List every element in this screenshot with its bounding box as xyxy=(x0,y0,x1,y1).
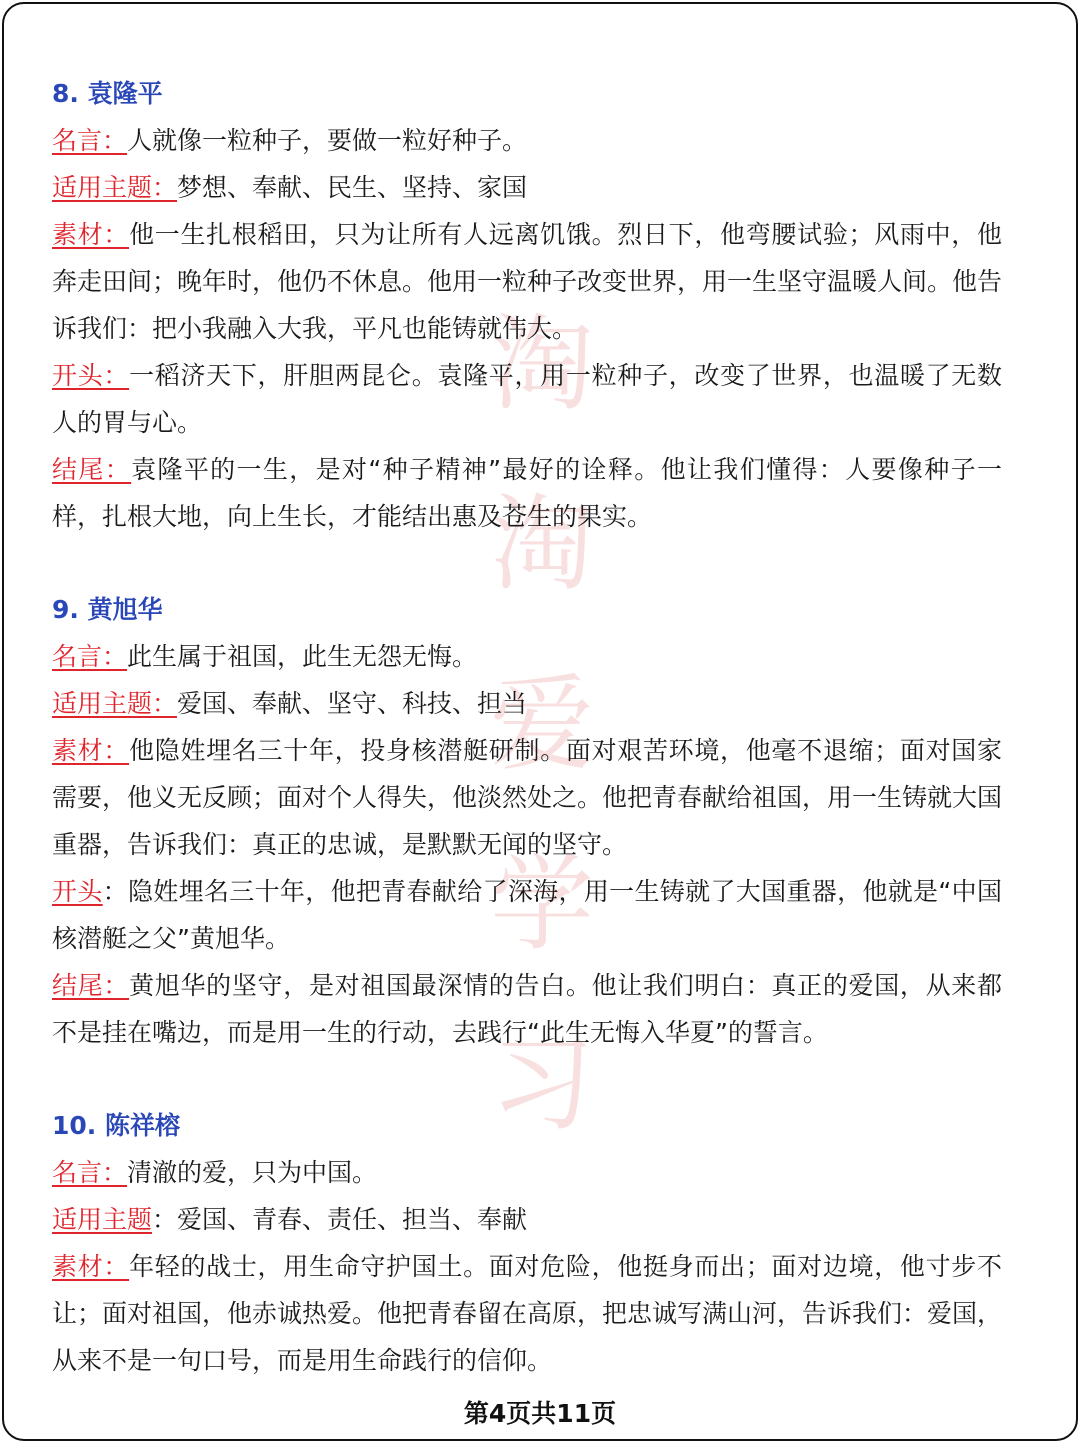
ending-row xyxy=(52,962,1002,1056)
theme-label: 适用主题 xyxy=(52,1205,153,1234)
theme-label: 适用主题： xyxy=(52,689,178,718)
quote-text: 人就像一粒种子，要做一粒好种子。 xyxy=(127,126,528,155)
theme-row xyxy=(52,164,1002,211)
entry-huang-xuhua xyxy=(52,586,1002,1056)
entry-title: 8. 袁隆平 xyxy=(52,79,163,108)
theme-row xyxy=(52,1196,1002,1243)
entry-title: 9. 黄旭华 xyxy=(52,595,163,624)
watermark-char: 淘 xyxy=(489,483,594,605)
material-row xyxy=(52,211,1002,352)
watermark-char: 习 xyxy=(489,1023,594,1145)
material-label: 素材： xyxy=(52,1252,130,1281)
entry-title: 10. 陈祥榕 xyxy=(52,1111,180,1140)
quote-row xyxy=(52,1149,1002,1196)
opening-row xyxy=(52,352,1002,446)
theme-label: 适用主题： xyxy=(52,173,178,202)
watermark-char: 学 xyxy=(489,843,594,965)
quote-row xyxy=(52,633,1002,680)
ending-label: 结尾： xyxy=(52,455,132,484)
entry-yuan-longping xyxy=(52,70,1002,540)
quote-label: 名言： xyxy=(52,1158,128,1187)
opening-label: 开头： xyxy=(52,361,130,390)
page-number: 第4页共11页 xyxy=(463,1399,617,1428)
watermark-char: 爱 xyxy=(489,663,594,785)
material-text: 年轻的战士，用生命守护国土。面对危险，他挺身而出；面对边境，他寸步不让；面对祖国，他赤诚热爱。他把青春留在高原，把忠诚写满山河，告诉我们：爱国，从来不是一句口号，而是用生命践行的信仰。 xyxy=(52,1252,1003,1375)
material-label: 素材： xyxy=(52,220,130,249)
theme-text: 爱国、奉献、坚守、科技、担当 xyxy=(177,689,528,718)
ending-text: 袁隆平的一生，是对“种子精神”最好的诠释。他让我们懂得：人要像种子一样，扎根大地，向上生长，才能结出惠及苍生的果实。 xyxy=(52,455,1002,531)
opening-text: 一稻济天下，肝胆两昆仑。袁隆平，用一粒种子，改变了世界，也温暖了无数人的胃与心。 xyxy=(52,361,1002,437)
opening-label: 开头 xyxy=(52,877,103,906)
material-text: 他一生扎根稻田，只为让所有人远离饥饿。烈日下，他弯腰试验；风雨中，他奔走田间；晚年时，他仍不休息。他用一粒种子改变世界，用一生坚守温暖人间。他告诉我们：把小我融入大我，平凡也能铸就伟大。 xyxy=(52,220,1003,343)
material-row xyxy=(52,727,1002,868)
material-row xyxy=(52,1243,1002,1384)
ending-text: 黄旭华的坚守，是对祖国最深情的告白。他让我们明白：真正的爱国，从来都不是挂在嘴边，而是用一生的行动，去践行“此生无悔入华夏”的誓言。 xyxy=(52,971,1002,1047)
opening-row xyxy=(52,868,1002,962)
theme-text: ：爱国、青春、责任、担当、奉献 xyxy=(152,1205,528,1234)
watermark-char: 淘 xyxy=(489,303,594,425)
content xyxy=(52,70,1002,1430)
theme-text: 梦想、奉献、民生、坚持、家国 xyxy=(177,173,528,202)
quote-text: 清澈的爱，只为中国。 xyxy=(127,1158,378,1187)
entry-chen-xiangrong xyxy=(52,1102,1002,1384)
quote-row xyxy=(52,117,1002,164)
ending-row xyxy=(52,446,1002,540)
quote-label: 名言： xyxy=(52,642,128,671)
quote-label: 名言： xyxy=(52,126,128,155)
material-text: 他隐姓埋名三十年，投身核潜艇研制。面对艰苦环境，他毫不退缩；面对国家需要，他义无反顾；面对个人得失，他淡然处之。他把青春献给祖国，用一生铸就大国重器，告诉我们：真正的忠诚，是默默无闻的坚守。 xyxy=(52,736,1003,859)
opening-text: ：隐姓埋名三十年，他把青春献给了深海，用一生铸就了大国重器，他就是“中国核潜艇之父”黄旭华。 xyxy=(52,877,1002,953)
document-page xyxy=(2,2,1078,1441)
ending-label: 结尾： xyxy=(52,971,130,1000)
theme-row xyxy=(52,680,1002,727)
material-label: 素材： xyxy=(52,736,130,765)
quote-text: 此生属于祖国，此生无怨无悔。 xyxy=(127,642,478,671)
